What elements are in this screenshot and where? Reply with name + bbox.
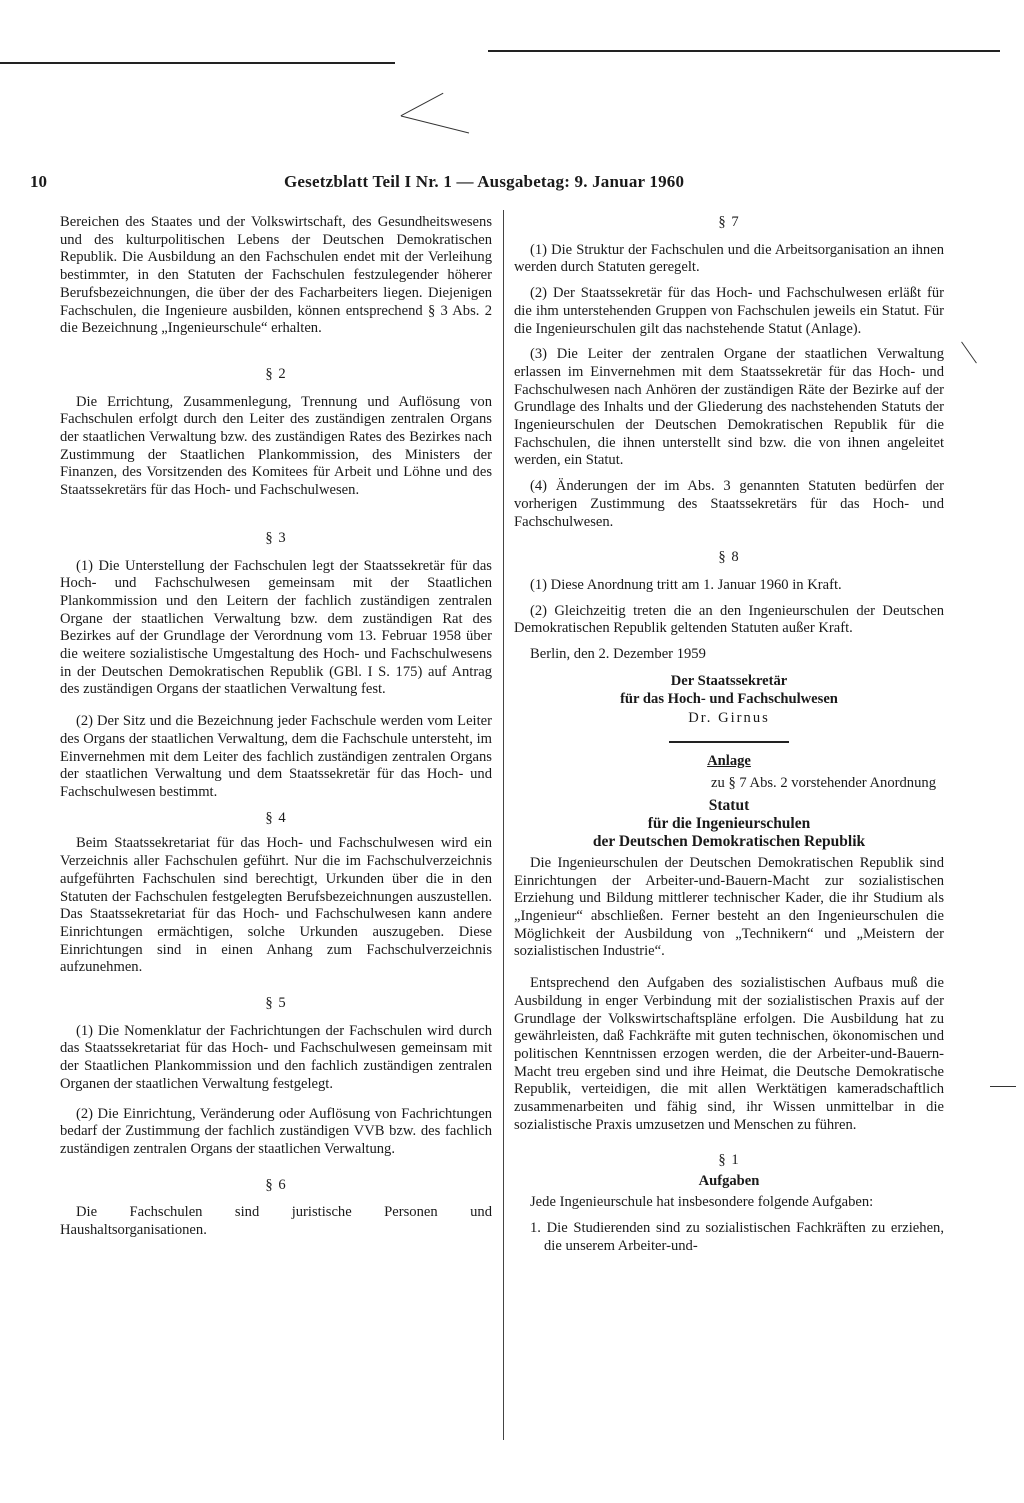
paragraph: Bereichen des Staates und der Volkswirtschaft, des Gesundheitswesens und des kulturpolitischen Lebens der Deutschen Demokratischen Republik. Die Ausbildung an den Fachschulen endet mit der Verleihung bestimmter, in den Statuten der Fachschulen festzulegender höherer Berufsbezeichnungen, die über der des Facharbeiters liegen. Diejenigen Fachschulen, die Ingenieure ausbilden, können entsprechend § 3 Abs. 2 die Bezeichnung „Ingenieurschule“ erhalten. bbox=[60, 214, 492, 337]
top-rule-left bbox=[0, 62, 395, 64]
place-date: Berlin, den 2. Dezember 1959 bbox=[530, 646, 706, 663]
section-heading: § 3 bbox=[265, 529, 287, 546]
scan-mark bbox=[401, 116, 469, 134]
paragraph: Die Errichtung, Zusammenlegung, Trennung und Auflösung von Fachschulen erfolgt durch den Leiter des zuständigen zentralen Organs der staatlichen Verwaltung bzw. des zuständigen Rates des Bezirkes nach Zustimmung der Staatlichen Plankommission, des Ministers der Finanzen, des Vorsitzenden des Komitees für Arbeit und Löhne und des Staatssekretärs für das Hoch- und Fachschulwesen. bbox=[60, 393, 492, 499]
paragraph: (2) Die Einrichtung, Veränderung oder Auflösung von Fachrichtungen bedarf der Zustimmung der fachlich zuständigen VVB bzw. des fachlich zuständigen zentralen Organs der staatlichen Verwaltung. bbox=[60, 1105, 492, 1157]
column-divider bbox=[503, 210, 504, 1440]
section-heading: § 7 bbox=[718, 214, 740, 230]
annex-heading: Anlage bbox=[707, 753, 751, 770]
section-title: Aufgaben bbox=[698, 1173, 760, 1190]
signatory-name: Dr. Girnus bbox=[688, 709, 770, 726]
list-item: 1. Die Studierenden sind zu sozialistischen Fachkräften zu erziehen, die unserem Arbeiter-und- bbox=[530, 1219, 944, 1254]
signature-block bbox=[514, 672, 944, 708]
paragraph: Jede Ingenieurschule hat insbesondere folgende Aufgaben: bbox=[530, 1194, 874, 1211]
paragraph: Beim Staatssekretariat für das Hoch- und Fachschulwesen wird ein Verzeichnis aller Fachschulen geführt. Nur die im Fachschulverzeichnis aufgeführten Fachschulen sind berechtigt, Urkunden über die in den Statuten der Fachschulen festgelegten Berufsbezeichnungen auszustellen. Das Staatssekretariat für das Hoch- und Fachschulwesen kann andere Einrichtungen ermächtigen, solche Urkunden auszugeben. Diese Einrichtungen sind in einen Anhang zum Fachschulverzeichnis aufzunehmen. bbox=[60, 835, 492, 976]
statute-title-line: Statut bbox=[708, 796, 750, 814]
paragraph: (4) Änderungen der im Abs. 3 genannten Statuten bedürfen der vorherigen Zustimmung des Staatssekretärs für das Hoch- und Fachschulwesen. bbox=[514, 478, 944, 530]
signature-office: für das Hoch- und Fachschulwesen bbox=[620, 690, 838, 707]
paragraph: (2) Der Staatssekretär für das Hoch- und Fachschulwesen erläßt für die ihm unterstehenden Gruppen von Fachschulen jeweils ein Statut. Für die Ingenieurschulen gilt das nachstehende Statut (Anlage). bbox=[514, 285, 944, 337]
paragraph: Entsprechend den Aufgaben des sozialistischen Aufbaus muß die Ausbildung in enger Verbindung mit der sozialistischen Praxis auf der Grundlage der Volkswirtschaftspläne erfolgen. Die Ausbildung hat zu gewährleisten, daß Fachkräfte mit guten technischen, ökonomischen und politischen Kenntnissen erzogen werden, die der Arbeiter-und-Bauern-Macht treu ergeben sind und ihre Heimat, die Deutsche Demokratische Republik, verteidigen, die mit allen Werktätigen kameradschaftlich zusammenarbeiten und fähig sind, ihr Wissen unmittelbar in die sozialistische Praxis umzusetzen und Menschen zu führen. bbox=[514, 975, 944, 1133]
paragraph: (1) Diese Anordnung tritt am 1. Januar 1960 in Kraft. bbox=[530, 576, 842, 593]
scan-mark bbox=[401, 93, 444, 116]
section-heading: § 4 bbox=[265, 809, 287, 826]
annex-reference: zu § 7 Abs. 2 vorstehender Anordnung bbox=[711, 775, 936, 792]
paragraph: (3) Die Leiter der zentralen Organe der staatlichen Verwaltung erlassen im Einvernehmen mit dem Staatssekretär für das Hoch- und Fachschulwesen nach Anhören der zuständigen Räte der Bezirke auf der Grundlage des Inhalts und der Gliederung des nachstehenden Statuts der Ingenieurschulen der Deutschen Demokratischen Republik für die Fachschulen, die ihnen unterstellt sind bzw. die von ihnen angeleitet werden, ein Statut. bbox=[514, 346, 944, 469]
scan-mark bbox=[990, 1086, 1016, 1087]
paragraph: (1) Die Struktur der Fachschulen und die Arbeitsorganisation an ihnen werden durch Statuten geregelt. bbox=[514, 241, 944, 276]
page-header bbox=[30, 172, 740, 198]
separator-rule bbox=[669, 741, 789, 743]
section-heading: § 2 bbox=[265, 365, 287, 382]
page-number: 10 bbox=[30, 172, 47, 191]
header-title: Gesetzblatt Teil I Nr. 1 — Ausgabetag: 9. Januar 1960 bbox=[284, 172, 685, 191]
statute-title-line: der Deutschen Demokratischen Republik bbox=[592, 832, 866, 850]
statute-title bbox=[514, 797, 944, 851]
paragraph: (2) Der Sitz und die Bezeichnung jeder Fachschule werden vom Leiter des Organs der staatlichen Verwaltung, dem die Fachschule untersteht, im Einvernehmen mit dem Leiter des fachlich zuständigen zentralen Organs der staatlichen Verwaltung und dem Staatssekretär für das Hoch- und Fachschulwesen bestimmt. bbox=[60, 713, 492, 800]
left-column bbox=[60, 214, 492, 1248]
top-rule-right bbox=[488, 50, 1000, 52]
statute-title-line: für die Ingenieurschulen bbox=[647, 814, 811, 832]
paragraph: (2) Gleichzeitig treten die an den Ingenieurschulen der Deutschen Demokratischen Republik geltenden Statuten außer Kraft. bbox=[514, 602, 944, 637]
signature-title: Der Staatssekretär bbox=[670, 672, 788, 689]
section-heading: § 8 bbox=[718, 549, 740, 566]
section-heading: § 5 bbox=[265, 995, 287, 1012]
section-heading: § 6 bbox=[265, 1176, 287, 1193]
right-column bbox=[514, 214, 944, 1255]
paragraph: Die Fachschulen sind juristische Personen und Haushaltsorganisationen. bbox=[60, 1204, 492, 1239]
section-heading: § 1 bbox=[718, 1152, 740, 1169]
scan-mark bbox=[961, 342, 977, 364]
paragraph: (1) Die Nomenklatur der Fachrichtungen der Fachschulen wird durch das Staatssekretariat für das Hoch- und Fachschulwesen gemeinsam mit der Staatlichen Plankommission und den fachlich zuständigen zentralen Organen der staatlichen Verwaltung festgelegt. bbox=[60, 1022, 492, 1092]
paragraph: (1) Die Unterstellung der Fachschulen legt der Staatssekretär für das Hoch- und Fachschulwesen gemeinsam mit der Staatlichen Plankommission und den Leitern der fachlich zuständigen zentralen Organe der staatlichen Verwaltung bzw. dem zuständigen Rat des Bezirkes auf der Grundlage der Verordnung vom 13. Februar 1958 über die weitere sozialistische Umgestaltung des Hoch- und Fachschulwesens in der Deutschen Demokratischen Republik (GBl. I S. 175) auf Antrag des zuständigen Organs der staatlichen Verwaltung fest. bbox=[60, 557, 492, 698]
paragraph: Die Ingenieurschulen der Deutschen Demokratischen Republik sind Einrichtungen der Arbeiter-und-Bauern-Macht zur sozialistischen Erziehung und Bildung mittlerer technischer Kader, die ihr Studium als „Ingenieur“ abschließen. Ferner besteht an den Ingenieurschulen die Möglichkeit der Ausbildung von „Technikern“ und „Meistern der sozialistischen Industrie“. bbox=[514, 854, 944, 960]
